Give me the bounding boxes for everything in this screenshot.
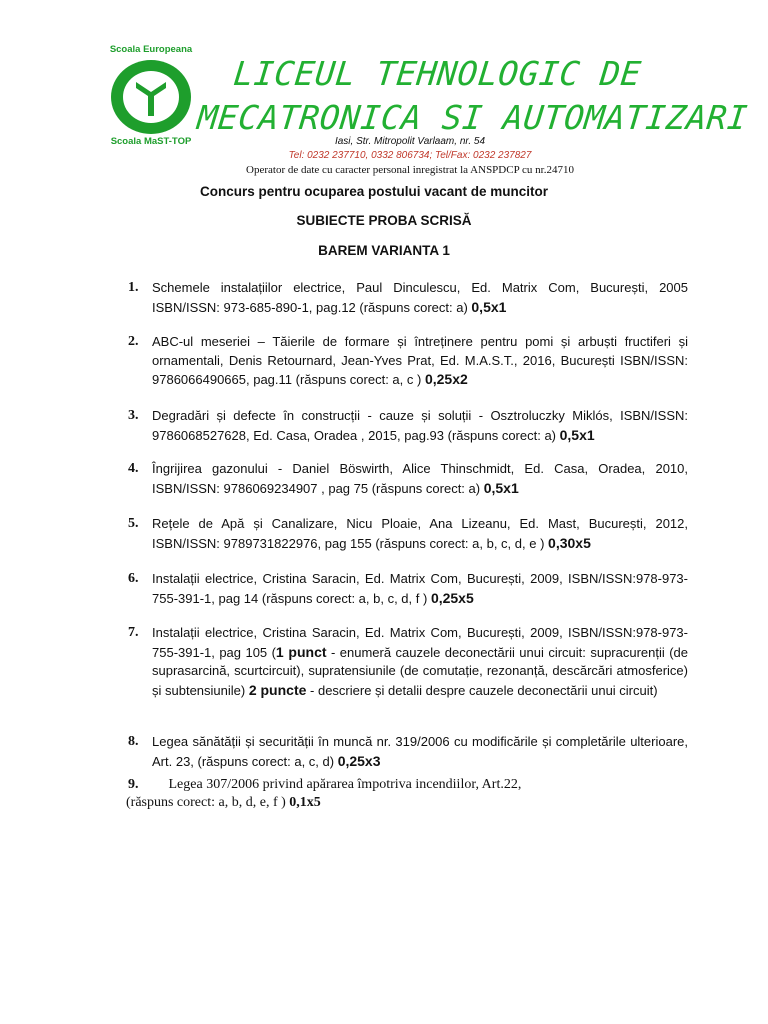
item-text: Degradări și defecte în construcții - cauze și soluții - Osztroluczky Miklós, ISBN/ISSN: 9786068527628, Ed. Casa, Oradea , 2015, pag.93 (răspuns corect: a) [152,408,688,443]
item-text-b: - enumeră cauzele deconectării unui circuit: supracurenții (de suprasarcină, scurtcircuit), supratensiunile (de comutație, rezonanță, descărcări atmosferice) și subtensiunile) [152,644,688,698]
item-text: Legea sănătății și securității în muncă nr. 319/2006 cu modificările și completările ulterioare, Art. 23, (răspuns corect: a, c, d) [152,734,688,769]
item-text-line2: (răspuns corect: a, b, d, e, f ) [126,795,290,810]
item-text-a: Instalații electrice, Cristina Saracin, Ed. Matrix Com, București, 2009, ISBN/ISSN:978-973-755-391-1, pag 105 ( [152,625,688,660]
item-point-1: 1 punct [275,643,327,660]
item-text-line1: Legea 307/2006 privind apărarea împotriva incendiilor, Art.22, [168,777,522,792]
item-point-2: 2 puncte [248,681,307,698]
contest-heading: Concurs pentru ocuparea postului vacant de muncitor [199,184,549,199]
item-score: 0,30x5 [548,534,591,551]
item-text: Schemele instalațiilor electrice, Paul Dinculescu, Ed. Matrix Com, București, 2005 ISBN/ISSN: 973-685-890-1, pag.12 (răspuns corect: a) [152,280,688,315]
operator-note: Operator de date cu caracter personal inregistrat la ANSPDCP cu nr.24710 [246,164,574,176]
answer-item-6 [128,570,688,608]
item-text-c: - descriere și detalii despre cauzele deconectării unui circuit) [306,682,658,698]
item-text: ABC-ul meseriei – Tăierile de formare și întreținere pentru pomi și arbuști fructiferi și ornamentali, Denis Retournard, Jean-Yves Prat, Ed. M.A.S.T., 2016, București ISBN/ISSN: 9786066490665, pag.11 (răspuns corect: a, c ) [152,334,688,387]
item-number: 9. [128,777,139,792]
answer-item-3 [128,407,688,445]
logo-top-label: Scoala Europeana [109,44,193,55]
school-logo [96,44,206,148]
item-number: 1. [128,280,139,295]
item-score: 0,5x1 [559,426,595,443]
item-number: 2. [128,334,139,349]
barem-heading: BAREM VARIANTA 1 [318,243,450,258]
answer-item-1 [128,279,688,317]
logo-bottom-label: Scoala MaST-TOP [110,136,192,147]
answer-item-5 [128,515,688,553]
subjects-heading: SUBIECTE PROBA SCRISĂ [296,213,472,228]
answer-item-8 [128,733,688,771]
item-number: 7. [128,625,139,640]
logo-emblem-icon [106,58,196,136]
item-number: 4. [128,461,139,476]
item-text: Instalații electrice, Cristina Saracin, Ed. Matrix Com, București, 2009, ISBN/ISSN:978-973-755-391-1, pag 14 (răspuns corect: a, b, c, d, f ) [152,571,688,606]
school-title-line2: MECATRONICA SI AUTOMATIZARI [195,98,750,137]
item-score: 0,5x1 [471,298,507,315]
item-number: 3. [128,408,139,423]
item-score: 0,25x3 [337,752,381,769]
school-title-line1: LICEUL TEHNOLOGIC DE [231,54,644,93]
school-address: Iasi, Str. Mitropolit Varlaam, nr. 54 [334,136,486,147]
answer-item-7 [128,624,688,700]
item-score: 0,25x5 [430,589,474,606]
item-number: 6. [128,571,139,586]
item-text: Îngrijirea gazonului - Daniel Böswirth, Alice Thinschmidt, Ed. Casa, Oradea, 2010, ISBN/ISSN: 9786069234907 , pag 75 (răspuns corect: a) [152,461,688,496]
answer-item-4 [128,460,688,498]
school-phone: Tel: 0232 237710, 0332 806734; Tel/Fax: 0232 237827 [288,150,532,161]
answer-item-2 [128,333,688,390]
item-score: 0,1x5 [289,795,321,810]
item-number: 8. [128,734,139,749]
item-score: 0,25x2 [424,371,468,387]
school-title [195,52,750,140]
answer-item-9 [128,776,688,812]
item-number: 5. [128,516,139,531]
item-text: Rețele de Apă și Canalizare, Nicu Ploaie, Ana Lizeanu, Ed. Mast, București, 2012, ISBN/ISSN: 9789731822976, pag 155 (răspuns corect: a, b, c, d, e ) [152,516,688,551]
item-score: 0,5x1 [483,479,519,496]
